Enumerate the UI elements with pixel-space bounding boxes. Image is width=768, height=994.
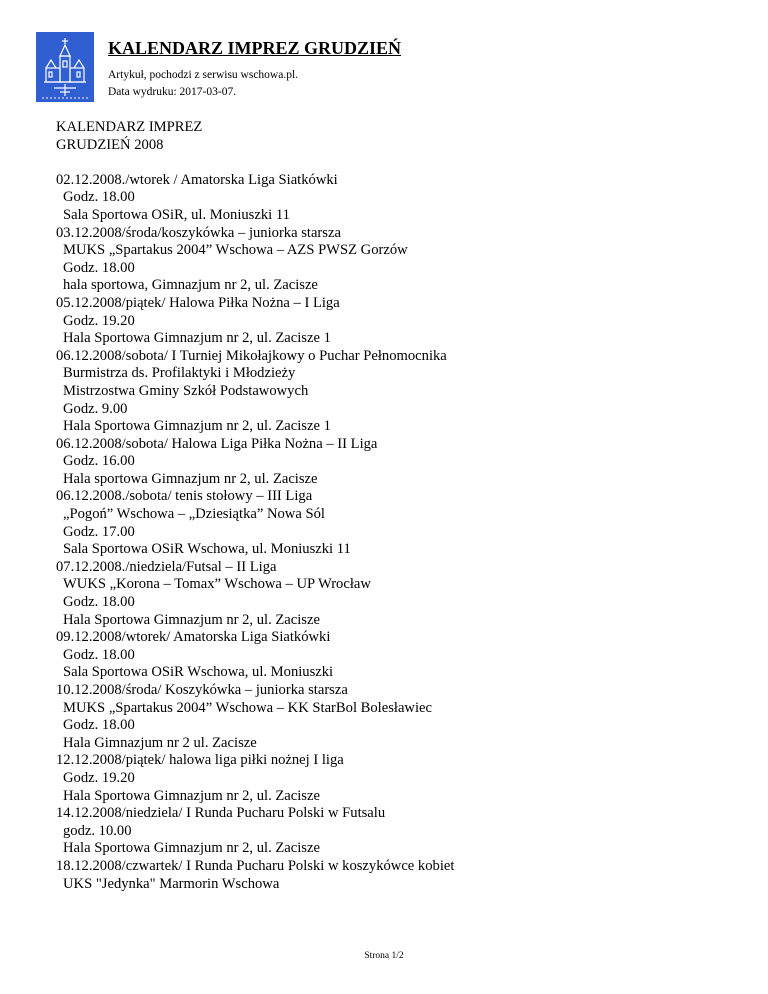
event-detail-line: Godz. 9.00 [63, 400, 128, 417]
event-date-title: 07.12.2008./niedziela/Futsal – II Liga [56, 558, 277, 575]
event-detail-line: Hala Sportowa Gimnazjum nr 2, ul. Zacisze [63, 787, 320, 804]
event-detail-line: Sala Sportowa OSiR, ul. Moniuszki 11 [63, 206, 290, 223]
event-detail-line: MUKS „Spartakus 2004” Wschowa – KK StarBol Bolesławiec [63, 699, 432, 716]
article-heading [56, 119, 736, 154]
event-date-title: 06.12.2008/sobota/ I Turniej Mikołajkowy o Puchar Pełnomocnika [56, 347, 447, 364]
event-list [56, 172, 736, 893]
heading-line-2: GRUDZIEŃ 2008 [56, 136, 164, 153]
event-entry [56, 858, 736, 893]
event-date-title: 12.12.2008/piątek/ halowa liga piłki nożnej I liga [56, 752, 344, 769]
town-hall-icon [36, 32, 94, 102]
event-date-title: 09.12.2008/wtorek/ Amatorska Liga Siatkówki [56, 629, 331, 646]
event-date-title: 06.12.2008./sobota/ tenis stołowy – III Liga [56, 488, 313, 505]
event-entry [56, 805, 736, 858]
event-detail-line: Hala Sportowa Gimnazjum nr 2, ul. Zacisze [63, 611, 320, 628]
event-detail-line: Burmistrza ds. Profilaktyki i Młodzieży [63, 365, 296, 382]
event-detail-line: hala sportowa, Gimnazjum nr 2, ul. Zacisze [63, 277, 318, 294]
event-date-title: 14.12.2008/niedziela/ I Runda Pucharu Polski w Futsalu [56, 805, 386, 822]
event-detail-line: Sala Sportowa OSiR Wschowa, ul. Moniuszki 11 [63, 541, 351, 558]
event-entry [56, 172, 736, 225]
event-entry [56, 348, 736, 436]
print-date-line: Data wydruku: 2017-03-07. [108, 86, 237, 98]
event-entry [56, 629, 736, 682]
page-number: Strona 1/2 [364, 951, 404, 961]
event-detail-line: Godz. 18.00 [63, 189, 135, 206]
event-detail-line: Godz. 17.00 [63, 523, 135, 540]
event-detail-line: godz. 10.00 [63, 822, 132, 839]
site-logo [36, 32, 94, 102]
event-detail-line: Godz. 19.20 [63, 312, 135, 329]
event-entry [56, 752, 736, 805]
event-detail-line: MUKS „Spartakus 2004” Wschowa – AZS PWSZ Gorzów [63, 242, 408, 259]
event-detail-line: Hala sportowa Gimnazjum nr 2, ul. Zacisze [63, 470, 318, 487]
spacer [56, 154, 736, 172]
source-line: Artykuł, pochodzi z serwisu wschowa.pl. [108, 69, 299, 81]
event-detail-line: Godz. 18.00 [63, 259, 135, 276]
event-entry [56, 488, 736, 558]
event-detail-line: Mistrzostwa Gminy Szkół Podstawowych [63, 382, 309, 399]
event-date-title: 05.12.2008/piątek/ Halowa Piłka Nożna – I Liga [56, 294, 340, 311]
event-detail-line: Godz. 18.00 [63, 594, 135, 611]
document-title: KALENDARZ IMPREZ GRUDZIEŃ [108, 38, 402, 58]
event-detail-line: Hala Sportowa Gimnazjum nr 2, ul. Zacisze 1 [63, 330, 331, 347]
event-detail-line: WUKS „Korona – Tomax” Wschowa – UP Wrocław [63, 576, 371, 593]
event-entry [56, 295, 736, 348]
event-entry [56, 559, 736, 629]
event-date-title: 02.12.2008./wtorek / Amatorska Liga Siatkówki [56, 171, 338, 188]
event-detail-line: Hala Sportowa Gimnazjum nr 2, ul. Zacisze [63, 840, 320, 857]
event-detail-line: Godz. 18.00 [63, 646, 135, 663]
event-date-title: 03.12.2008/środa/koszykówka – juniorka starsza [56, 224, 341, 241]
event-date-title: 06.12.2008/sobota/ Halowa Liga Piłka Nożna – II Liga [56, 435, 378, 452]
article-body [56, 119, 736, 893]
event-detail-line: Hala Gimnazjum nr 2 ul. Zacisze [63, 734, 257, 751]
event-detail-line: Godz. 19.20 [63, 769, 135, 786]
event-entry [56, 225, 736, 295]
event-detail-line: „Pogoń” Wschowa – „Dziesiątka” Nowa Sól [63, 506, 325, 523]
event-detail-line: Sala Sportowa OSiR Wschowa, ul. Moniuszki [63, 664, 334, 681]
event-detail-line: UKS "Jedynka" Marmorin Wschowa [63, 875, 280, 892]
event-entry [56, 436, 736, 489]
event-date-title: 18.12.2008/czwartek/ I Runda Pucharu Polski w koszykówce kobiet [56, 857, 455, 874]
heading-line-1: KALENDARZ IMPREZ [56, 119, 203, 135]
document-meta [108, 67, 298, 101]
event-detail-line: Godz. 18.00 [63, 717, 135, 734]
event-date-title: 10.12.2008/środa/ Koszykówka – juniorka starsza [56, 682, 348, 698]
event-detail-line: Hala Sportowa Gimnazjum nr 2, ul. Zacisze 1 [63, 418, 331, 435]
event-detail-line: Godz. 16.00 [63, 453, 135, 470]
event-entry [56, 682, 736, 752]
